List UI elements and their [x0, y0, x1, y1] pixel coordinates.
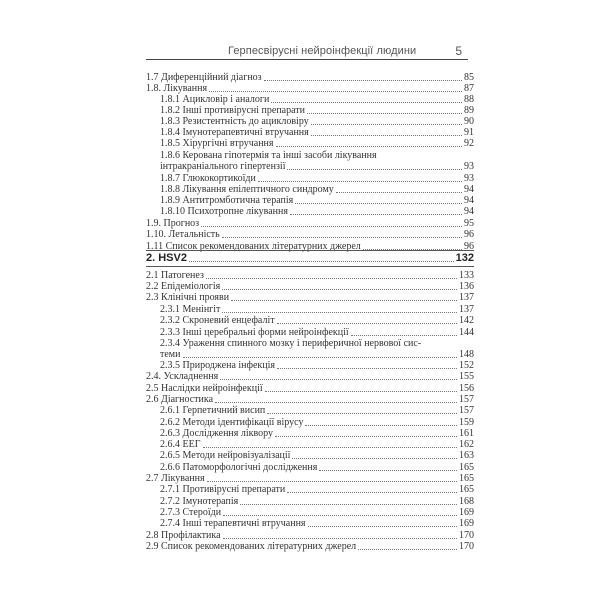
toc-entry-title: 2.7.4 Інші терапевтичні втручання	[160, 518, 306, 529]
toc-section-entry	[146, 473, 474, 484]
toc-entry-page: 144	[459, 327, 474, 338]
toc-subsection-entry	[160, 518, 474, 529]
dot-leader	[311, 124, 462, 125]
toc-subsection-entry	[160, 439, 474, 450]
toc-entry-title: 2.6.4 ЕЕГ	[160, 439, 201, 450]
toc-subsection-entry	[160, 150, 474, 161]
toc-entry-page: 170	[459, 541, 474, 552]
dot-leader	[222, 289, 457, 290]
header-rule	[146, 59, 468, 60]
toc-entry-page: 89	[464, 105, 474, 116]
toc-entry-title: 1.8.2 Інші противірусні препарати	[160, 105, 306, 116]
toc-entry-page: 157	[459, 405, 474, 416]
toc-subsection-entry	[160, 327, 474, 338]
toc-entry-page: 93	[464, 173, 474, 184]
toc-entry-title: 2.1 Патогенез	[146, 270, 204, 281]
toc-entry-title: 2.7.2 Імунотерапія	[160, 496, 239, 507]
toc-subsection-entry	[160, 105, 474, 116]
toc-subsection-entry	[160, 349, 474, 360]
toc-entry-title: 1.8.1 Ацикловір і аналоги	[160, 94, 270, 105]
toc-entry-page: 148	[459, 349, 474, 360]
toc-entry-title: теми	[160, 349, 181, 360]
dot-leader	[189, 261, 454, 262]
dot-leader	[258, 181, 462, 182]
toc-subsection-entry	[160, 417, 474, 428]
dot-leader	[271, 102, 462, 103]
dot-leader	[290, 214, 462, 215]
toc-chapter-entry	[146, 253, 474, 264]
toc-entry-title: 1.9. Прогноз	[146, 218, 200, 229]
toc-entry-page: 165	[459, 462, 474, 473]
toc-entry-page: 87	[464, 83, 474, 94]
dot-leader	[222, 237, 462, 238]
dot-leader	[351, 335, 457, 336]
dot-leader	[223, 538, 457, 539]
toc-entry-title: 1.8.3 Резистентність до ацикловіру	[160, 116, 309, 127]
toc-section-entry	[146, 72, 474, 83]
dot-leader	[287, 169, 462, 170]
toc-entry-title: 2.4. Ускладнення	[146, 371, 219, 382]
toc-entry-page: 94	[464, 184, 474, 195]
toc-entry-page: 155	[459, 371, 474, 382]
toc-subsection-entry	[160, 360, 474, 371]
chapter-separator-line	[146, 266, 474, 267]
chapter-separator-line	[146, 250, 474, 251]
toc-entry-page: 132	[455, 252, 474, 264]
dot-leader	[222, 312, 457, 313]
toc-entry-title: 2.6.3 Дослідження ліквору	[160, 428, 274, 439]
dot-leader	[319, 470, 457, 471]
toc-entry-page: 133	[459, 270, 474, 281]
dot-leader	[295, 203, 462, 204]
toc-entry-title: 2.8 Профілактика	[146, 530, 221, 541]
toc-entry-page: 161	[459, 428, 474, 439]
dot-leader	[206, 278, 457, 279]
toc-entry-title: 1.11 Список рекомендованих літературних джерел	[146, 241, 361, 252]
toc-subsection-entry	[160, 116, 474, 127]
toc-entry-title: 2. HSV2	[146, 252, 187, 264]
toc-entry-title: 2.9 Список рекомендованих літературних джерел	[146, 541, 357, 552]
toc-section-entry	[146, 371, 474, 382]
toc-subsection-entry	[160, 195, 474, 206]
toc-entry-page: 152	[459, 360, 474, 371]
toc-entry-page: 169	[459, 518, 474, 529]
toc-entry-page: 156	[459, 383, 474, 394]
dot-leader	[275, 436, 457, 437]
toc-section-entry	[146, 83, 474, 94]
dot-leader	[267, 413, 457, 414]
toc-entry-page: 88	[464, 94, 474, 105]
toc-subsection-entry	[160, 428, 474, 439]
toc-section-entry	[146, 292, 474, 303]
toc-section-entry	[146, 394, 474, 405]
toc-entry-title: 2.2 Епідеміологія	[146, 281, 221, 292]
dot-leader	[305, 425, 457, 426]
toc-entry-page: 169	[459, 507, 474, 518]
dot-leader	[358, 549, 457, 550]
toc-entry-title: 1.8.8 Лікування епілептичного синдрому	[160, 184, 334, 195]
toc-section-entry	[146, 541, 474, 552]
running-title: Герпесвірусні нейроінфекції людини	[228, 45, 417, 57]
dot-leader	[203, 447, 458, 448]
toc-subsection-entry	[160, 184, 474, 195]
toc-entry-title: 2.3.3 Інші церебральні форми нейроінфекції	[160, 327, 349, 338]
dot-leader	[336, 192, 462, 193]
toc-entry-title: 1.10. Летальність	[146, 229, 220, 240]
toc-entry-page: 92	[464, 138, 474, 149]
toc-subsection-entry	[160, 405, 474, 416]
toc-section-entry	[146, 383, 474, 394]
toc-entry-page: 94	[464, 195, 474, 206]
toc-subsection-entry	[160, 206, 474, 217]
toc-entry-page: 90	[464, 116, 474, 127]
toc-entry-page: 162	[459, 439, 474, 450]
dot-leader	[223, 515, 457, 516]
toc-entry-page: 96	[464, 229, 474, 240]
dot-leader	[307, 113, 462, 114]
toc-entry-title: 1.8.6 Керована гіпотермія та інші засоби лікування	[160, 150, 377, 161]
toc-entry-title: 1.8. Лікування	[146, 83, 208, 94]
dot-leader	[183, 357, 458, 358]
toc-entry-page: 168	[459, 496, 474, 507]
dot-leader	[220, 379, 457, 380]
toc-subsection-entry	[160, 484, 474, 495]
dot-leader	[277, 323, 457, 324]
toc-entry-page: 94	[464, 206, 474, 217]
toc-entry-page: 136	[459, 281, 474, 292]
dot-leader	[311, 135, 462, 136]
toc-entry-title: 2.3 Клінічні прояви	[146, 292, 230, 303]
toc-subsection-entry	[160, 304, 474, 315]
toc-entry-title: 1.8.4 Імунотерапевтичні втручання	[160, 127, 309, 138]
toc-subsection-entry	[160, 127, 474, 138]
toc-subsection-entry	[160, 315, 474, 326]
toc-entry-page: 170	[459, 530, 474, 541]
toc-entry-title: 1.7 Диференційний діагноз	[146, 72, 262, 83]
toc-entry-page: 91	[464, 127, 474, 138]
toc-entry-title: 1.8.10 Психотропне лікування	[160, 206, 288, 217]
toc-subsection-entry	[160, 450, 474, 461]
toc-section-entry	[146, 218, 474, 229]
dot-leader	[264, 80, 462, 81]
toc-entry-page: 165	[459, 484, 474, 495]
toc-entry-title: інтракраніального гіпертензії	[160, 161, 286, 172]
toc-entry-page: 159	[459, 417, 474, 428]
toc-entry-title: 2.5 Наслідки нейроінфекції	[146, 383, 263, 394]
toc-entry-page: 157	[459, 394, 474, 405]
dot-leader	[308, 526, 457, 527]
toc-subsection-entry	[160, 507, 474, 518]
dot-leader	[231, 300, 457, 301]
toc-entry-page: 142	[459, 315, 474, 326]
dot-leader	[207, 481, 457, 482]
toc-subsection-entry	[160, 173, 474, 184]
toc-entry-title: 2.6.6 Патоморфологічні дослідження	[160, 462, 318, 473]
running-header	[146, 44, 468, 60]
toc-entry-page: 95	[464, 218, 474, 229]
dot-leader	[240, 504, 457, 505]
dot-leader	[209, 91, 462, 92]
toc-entry-title: 1.8.9 Антитромботична терапія	[160, 195, 294, 206]
toc-entry-page: 85	[464, 72, 474, 83]
dot-leader	[287, 492, 457, 493]
toc-section-entry	[146, 530, 474, 541]
dot-leader	[292, 458, 457, 459]
dot-leader	[215, 402, 457, 403]
toc-entry-title: 2.3.1 Менінгіт	[160, 304, 221, 315]
toc-subsection-entry	[160, 496, 474, 507]
toc-subsection-entry	[160, 94, 474, 105]
toc-entry-title: 2.6 Діагностика	[146, 394, 214, 405]
toc-entry-title: 2.3.4 Ураження спинного мозку і периферичної нервової сис-	[160, 338, 422, 349]
toc-entry-title: 2.3.2 Скроневий енцефаліт	[160, 315, 275, 326]
toc-entry-page: 163	[459, 450, 474, 461]
dot-leader	[276, 146, 462, 147]
toc-subsection-entry	[160, 462, 474, 473]
page-number: 5	[455, 44, 462, 58]
toc-section-entry	[146, 229, 474, 240]
toc-subsection-entry	[160, 138, 474, 149]
toc-entry-title: 2.6.2 Методи ідентифікації вірусу	[160, 417, 304, 428]
toc-entry-title: 2.6.1 Герпетичний висип	[160, 405, 266, 416]
toc-entry-title: 2.3.5 Природжена інфекція	[160, 360, 276, 371]
dot-leader	[265, 391, 457, 392]
toc-entry-title: 2.7 Лікування	[146, 473, 205, 484]
toc-entry-page: 93	[464, 161, 474, 172]
toc-entry-title: 2.7.3 Стероїди	[160, 507, 222, 518]
toc-entry-page: 165	[459, 473, 474, 484]
toc-section-entry	[146, 281, 474, 292]
toc-section-entry	[146, 270, 474, 281]
dot-leader	[277, 368, 457, 369]
toc-entry-page: 96	[464, 241, 474, 252]
toc-entry-title: 2.7.1 Противірусні препарати	[160, 484, 286, 495]
toc-entry-title: 1.8.5 Хірургічні втручання	[160, 138, 274, 149]
dot-leader	[201, 226, 462, 227]
toc-entry-title: 2.6.5 Методи нейровізуалізації	[160, 450, 291, 461]
toc-subsection-entry	[160, 338, 474, 349]
toc-subsection-entry	[160, 161, 474, 172]
toc-entry-title: 1.8.7 Глюкокортикоїди	[160, 173, 256, 184]
toc-entry-page: 137	[459, 292, 474, 303]
toc-entry-page: 137	[459, 304, 474, 315]
